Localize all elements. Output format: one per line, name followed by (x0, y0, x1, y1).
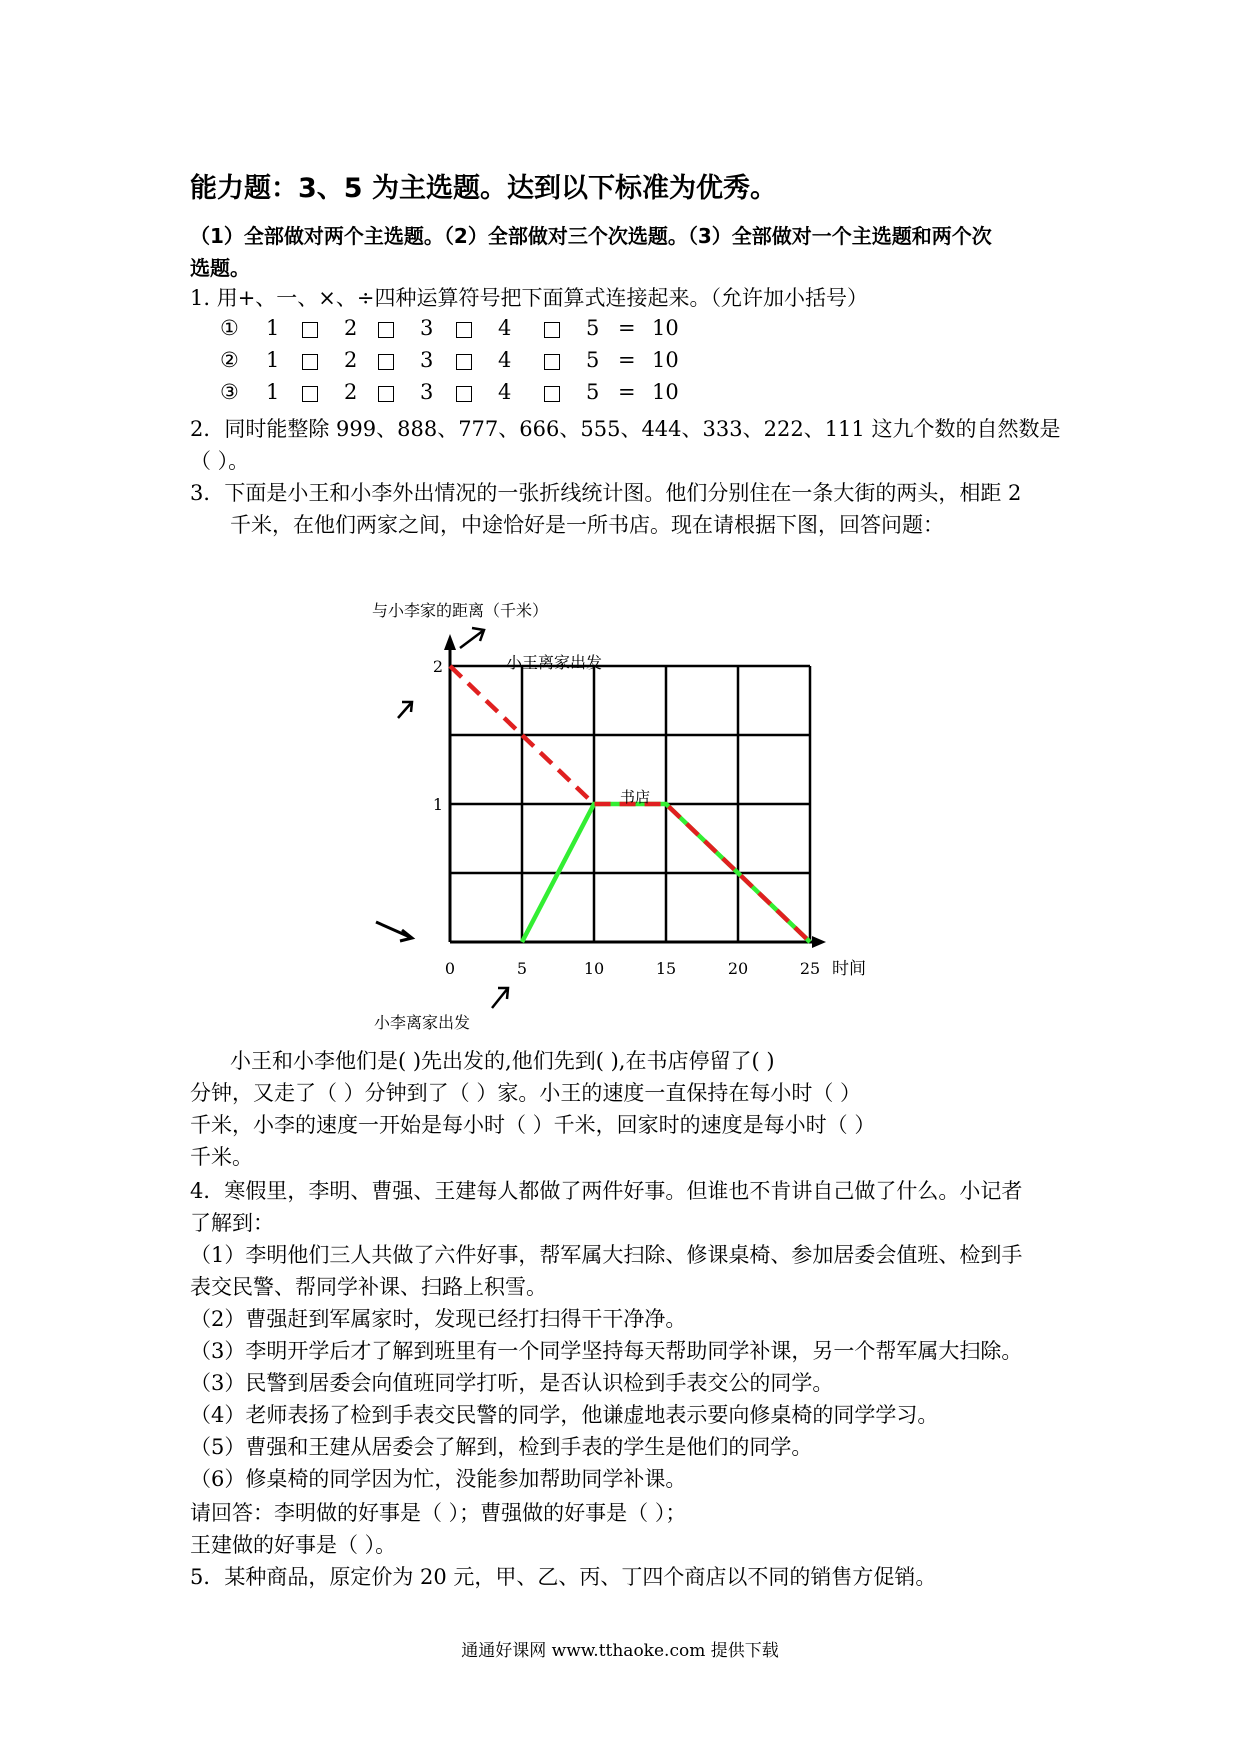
q4-clue-6: （6）修桌椅的同学因为忙，没能参加帮助同学补课。 (190, 1467, 687, 1491)
blank-box[interactable] (302, 386, 318, 402)
pointer-arrow-icon (460, 628, 484, 648)
num-3: 3 (420, 380, 434, 404)
equals-sign: = (618, 316, 636, 340)
q4-answer-line-1: 请回答：李明做的好事是（ ）；曹强做的好事是（ ）； (190, 1501, 687, 1525)
q4-clue-3b: （3）民警到居委会向值班同学打听，是否认识检到手表交公的同学。 (190, 1371, 834, 1395)
criteria-line-2: 选题。 (190, 256, 250, 280)
q2-line-1: 2．同时能整除 999、888、777、666、555、444、333、222、111 这九个数的自然数是 (190, 417, 1061, 441)
num-5: 5 (586, 380, 600, 404)
q4-answer-line-2: 王建做的好事是（ ）。 (190, 1533, 397, 1557)
q4-clue-1b: 表交民警、帮同学补课、扫路上积雪。 (190, 1275, 547, 1299)
q3-line-1: 3．下面是小王和小李外出情况的一张折线统计图。他们分别住在一条大街的两头，相距 2 (190, 481, 1022, 505)
x-tick-label: 20 (727, 959, 749, 978)
q5-line-1: 5．某种商品，原定价为 20 元，甲、乙、丙、丁四个商店以不同的销售方促销。 (190, 1565, 937, 1589)
pointer-arrow-icon (376, 922, 412, 941)
num-3: 3 (420, 316, 434, 340)
q4-line-2: 了解到： (190, 1211, 274, 1235)
q4-line-1: 4．寒假里，李明、曹强、王建每人都做了两件好事。但谁也不肯讲自己做了什么。小记者 (190, 1179, 1023, 1203)
q4-clue-2: （2）曹强赶到军属家时，发现已经打扫得干干净净。 (190, 1307, 687, 1331)
num-1: 1 (266, 316, 280, 340)
x-axis-label: 时间 (832, 959, 866, 979)
y-tick-label: 1 (432, 795, 444, 814)
num-5: 5 (586, 348, 600, 372)
blank-box[interactable] (544, 354, 560, 370)
result-value: 10 (652, 316, 679, 340)
num-5: 5 (586, 316, 600, 340)
y-tick-label: 2 (432, 657, 444, 676)
section-heading: 能力题：3、5 为主选题。达到以下标准为优秀。 (190, 173, 777, 204)
q3-answer-line-3: 千米，小李的速度一开始是每小时（ ）千米，回家时的速度是每小时（ ） (190, 1113, 876, 1137)
blank-box[interactable] (378, 386, 394, 402)
result-value: 10 (652, 380, 679, 404)
x-tick-label: 0 (444, 959, 456, 978)
equals-sign: = (618, 380, 636, 404)
q4-clue-3: （3）李明开学后才了解到班里有一个同学坚持每天帮助同学补课，另一个帮军属大扫除。 (190, 1339, 1023, 1363)
blank-box[interactable] (544, 386, 560, 402)
line-chart (360, 590, 880, 1050)
num-3: 3 (420, 348, 434, 372)
x-axis-arrowhead (812, 936, 826, 948)
pointer-arrow-icon (398, 702, 412, 718)
blank-box[interactable] (302, 354, 318, 370)
li-start-label: 小李离家出发 (374, 1013, 471, 1032)
blank-box[interactable] (378, 354, 394, 370)
pointer-arrow-icon (492, 988, 508, 1008)
num-4: 4 (498, 380, 512, 404)
x-tick-label: 5 (516, 959, 528, 978)
num-1: 1 (266, 380, 280, 404)
wang-start-label: 小王离家出发 (506, 653, 603, 672)
page-footer: 通通好课网 www.tthaoke.com 提供下载 (461, 1641, 779, 1661)
num-1: 1 (266, 348, 280, 372)
num-4: 4 (498, 316, 512, 340)
q3-line-2: 千米，在他们两家之间，中途恰好是一所书店。现在请根据下图，回答问题： (230, 513, 944, 537)
num-2: 2 (344, 348, 358, 372)
blank-box[interactable] (302, 322, 318, 338)
x-tick-label: 10 (583, 959, 605, 978)
q4-clue-4: （4）老师表扬了检到手表交民警的同学，他谦虚地表示要向修桌椅的同学学习。 (190, 1403, 939, 1427)
row-mark: ① (220, 316, 239, 340)
num-2: 2 (344, 316, 358, 340)
q4-clue-1a: （1）李明他们三人共做了六件好事，帮军属大扫除、修课桌椅、参加居委会值班、检到手 (190, 1243, 1023, 1267)
blank-box[interactable] (456, 322, 472, 338)
blank-box[interactable] (544, 322, 560, 338)
num-4: 4 (498, 348, 512, 372)
q3-answer-line-1: 小王和小李他们是( )先出发的,他们先到( ),在书店停留了( ) (230, 1049, 775, 1073)
row-mark: ② (220, 348, 239, 372)
blank-box[interactable] (456, 386, 472, 402)
q3-answer-line-2: 分钟，又走了（ ）分钟到了（ ）家。小王的速度一直保持在每小时（ ） (190, 1081, 862, 1105)
y-axis-label: 与小李家的距离（千米） (372, 601, 549, 620)
q3-answer-line-4: 千米。 (190, 1145, 253, 1169)
criteria-line-1: （1）全部做对两个主选题。（2）全部做对三个次选题。（3）全部做对一个主选题和两个次 (190, 224, 992, 248)
q2-line-2: （ ）。 (190, 449, 250, 473)
x-tick-label: 25 (799, 959, 821, 978)
y-axis-arrowhead (444, 634, 456, 650)
blank-box[interactable] (378, 322, 394, 338)
bookstore-label: 书店 (620, 788, 651, 806)
x-tick-label: 15 (655, 959, 677, 978)
q1-text: 1. 用+、一、×、÷四种运算符号把下面算式连接起来。（允许加小括号） (190, 286, 868, 310)
result-value: 10 (652, 348, 679, 372)
equals-sign: = (618, 348, 636, 372)
num-2: 2 (344, 380, 358, 404)
blank-box[interactable] (456, 354, 472, 370)
q4-clue-5: （5）曹强和王建从居委会了解到，检到手表的学生是他们的同学。 (190, 1435, 813, 1459)
row-mark: ③ (220, 380, 239, 404)
